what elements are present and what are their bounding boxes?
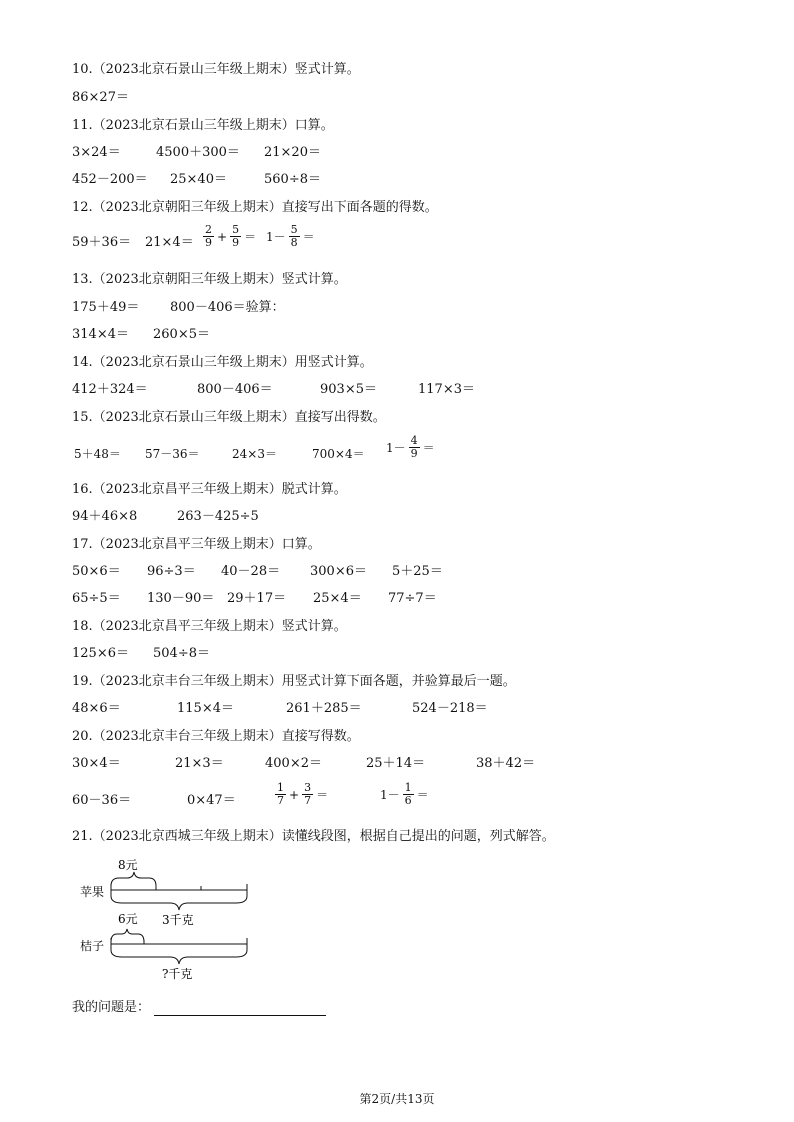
q13-item: 314×4＝ <box>72 327 129 342</box>
fraction: $\frac{3}{7}$ <box>304 781 312 807</box>
q18-item: 504÷8＝ <box>153 646 210 661</box>
q15-item: 24×3＝ <box>232 447 277 461</box>
orange-total-brace <box>111 950 247 964</box>
q19-item: 115×4＝ <box>177 701 234 716</box>
q18-item: 125×6＝ <box>72 646 129 661</box>
q13-item: 800－406＝验算： <box>170 300 285 315</box>
q11-item: 452－200＝ <box>72 172 148 187</box>
q15-item: 700×4＝ <box>312 447 365 461</box>
q18-title: 18.（2023北京昌平三年级上期末）竖式计算。 <box>72 619 347 634</box>
q16-title: 16.（2023北京昌平三年级上期末）脱式计算。 <box>72 482 347 497</box>
segment-diagram <box>70 852 270 987</box>
q14-title: 14.（2023北京石景山三年级上期末）用竖式计算。 <box>72 355 373 370</box>
q17-item: 65÷5＝ <box>72 591 121 606</box>
q17-item: 5＋25＝ <box>392 564 443 579</box>
q11-item: 560÷8＝ <box>264 172 321 187</box>
fraction: $\frac{2}{9}$ <box>205 223 212 249</box>
q12-title: 12.（2023北京朝阳三年级上期末）直接写出下面各题的得数。 <box>72 200 438 215</box>
q20-title: 20.（2023北京丰台三年级上期末）直接写得数。 <box>72 729 360 744</box>
q15-item: 57－36＝ <box>145 447 200 461</box>
q11-item: 4500＋300＝ <box>156 145 240 160</box>
q19-item: 48×6＝ <box>72 701 121 716</box>
q10-title: 10.（2023北京石景山三年级上期末）竖式计算。 <box>72 62 360 77</box>
q14-item: 903×5＝ <box>320 382 377 397</box>
q19-title: 19.（2023北京丰台三年级上期末）用竖式计算下面各题，并验算最后一题。 <box>72 674 516 689</box>
q12-fraction-expr-2: 1－ $\frac{5}{8}$ ＝ <box>266 223 315 249</box>
q15-item: 5＋48＝ <box>74 447 121 461</box>
q20-item: 38＋42＝ <box>476 756 536 771</box>
orange-label: 桔子 <box>80 939 105 953</box>
q17-item: 130－90＝ <box>147 591 215 606</box>
q19-item: 524－218＝ <box>412 701 488 716</box>
q17-item: 50×6＝ <box>72 564 121 579</box>
q19-item: 261＋285＝ <box>286 701 362 716</box>
q20-fraction-expr-2: 1－ $\frac{1}{6}$ ＝ <box>380 781 429 807</box>
page-footer: 第2页/共13页 <box>359 1092 435 1106</box>
q11-item: 3×24＝ <box>72 145 121 160</box>
q11-title: 11.（2023北京石景山三年级上期末）口算。 <box>72 118 334 133</box>
apple-price-label: 8元 <box>118 858 138 872</box>
apple-brace <box>111 872 156 886</box>
q12-fraction-expr-1: $\frac{2}{9}$ + $\frac{5}{9}$ ＝ <box>205 223 257 249</box>
q20-item: 30×4＝ <box>72 756 121 771</box>
q15-fraction-expr: 1－ $\frac{4}{9}$ ＝ <box>386 434 435 460</box>
q20-fraction-expr-1: $\frac{1}{7}$ + $\frac{3}{7}$ ＝ <box>277 781 329 807</box>
orange-price-label: 6元 <box>118 912 138 926</box>
q17-item: 40－28＝ <box>221 564 281 579</box>
q20-item: 60－36＝ <box>72 793 132 808</box>
fraction: $\frac{1}{6}$ <box>404 781 412 807</box>
q13-item: 175＋49＝ <box>72 300 140 315</box>
q10-item: 86×27＝ <box>72 90 129 105</box>
answer-row <box>72 1000 326 1016</box>
orange-total-label: ?千克 <box>162 967 193 981</box>
q20-item: 400×2＝ <box>265 756 322 771</box>
question-label: 我的问题是： <box>72 1000 151 1015</box>
q14-item: 117×3＝ <box>418 382 475 397</box>
q16-item: 94＋46×8 <box>72 509 138 524</box>
q16-item: 263－425÷5 <box>177 509 259 524</box>
q14-item: 412＋324＝ <box>72 382 148 397</box>
fraction: $\frac{1}{7}$ <box>277 781 284 807</box>
apple-total-brace <box>111 896 247 910</box>
q13-title: 13.（2023北京朝阳三年级上期末）竖式计算。 <box>72 272 347 287</box>
q17-item: 29＋17＝ <box>227 591 287 606</box>
q13-item: 260×5＝ <box>153 327 210 342</box>
orange-brace <box>111 929 144 942</box>
q11-item: 21×20＝ <box>264 145 321 160</box>
q17-item: 25×4＝ <box>313 591 362 606</box>
fraction: $\frac{5}{8}$ <box>290 223 298 249</box>
q14-item: 800－406＝ <box>197 382 273 397</box>
q12-item: 21×4＝ <box>145 235 194 250</box>
q17-item: 300×6＝ <box>310 564 367 579</box>
apple-label: 苹果 <box>80 885 105 899</box>
q20-item: 0×47＝ <box>187 793 236 808</box>
q12-item: 59＋36＝ <box>72 235 132 250</box>
q17-item: 77÷7＝ <box>388 591 437 606</box>
apple-total-label: 3千克 <box>162 913 194 927</box>
q17-item: 96÷3＝ <box>147 564 196 579</box>
q11-item: 25×40＝ <box>170 172 227 187</box>
q20-item: 25＋14＝ <box>366 756 426 771</box>
fraction: $\frac{4}{9}$ <box>410 434 418 460</box>
answer-blank[interactable] <box>154 1001 326 1016</box>
q21-title: 21.（2023北京西城三年级上期末）读懂线段图，根据自己提出的问题，列式解答。 <box>72 829 555 844</box>
fraction: $\frac{5}{9}$ <box>232 223 240 249</box>
q15-title: 15.（2023北京石景山三年级上期末）直接写出得数。 <box>72 410 386 425</box>
q17-title: 17.（2023北京昌平三年级上期末）口算。 <box>72 537 321 552</box>
q20-item: 21×3＝ <box>175 756 224 771</box>
